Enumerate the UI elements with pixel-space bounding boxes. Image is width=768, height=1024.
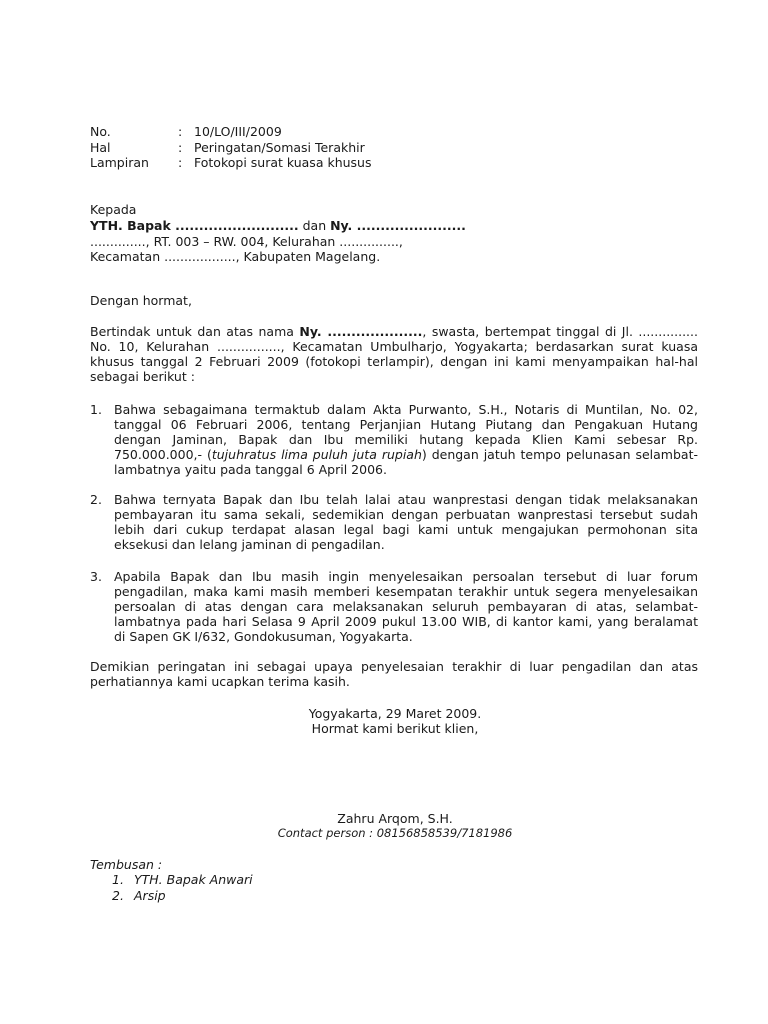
point-1-line-4-a: 750.000.000,- ( [114, 447, 212, 462]
subject-separator: : [178, 140, 183, 155]
cc-item-1-text: YTH. Bapak Anwari [134, 872, 253, 887]
place-date: Yogyakarta, 29 Maret 2009. [308, 706, 482, 721]
subject-value: Peringatan/Somasi Terakhir [194, 140, 365, 155]
number-separator: : [178, 124, 183, 139]
recipient-name-ny: Ny. ....................... [330, 218, 466, 233]
point-1-line-5: lambatnya yaitu pada tanggal 6 April 2006. [114, 462, 387, 477]
intro-line-2: No. 10, Kelurahan ................, Kecamatan Umbulharjo, Yogyakarta; berdasarkan surat kuasa [90, 339, 698, 354]
attachment-value: Fotokopi surat kuasa khusus [194, 155, 372, 170]
attachment-label: Lampiran [90, 155, 149, 170]
attachment-separator: : [178, 155, 183, 170]
contact-person: Contact person : 08156858539/7181986 [277, 826, 513, 840]
recipient-address-line-1: .............., RT. 003 – RW. 004, Kelurahan ..............., [90, 234, 403, 249]
point-1-amount-words: tujuhratus lima puluh juta rupiah [211, 447, 422, 462]
point-1-line-3: dengan Jaminan, Bapak dan Ibu memiliki hutang kepada Klien Kami sebesar Rp. [114, 432, 698, 447]
point-1-line-4 [114, 447, 698, 462]
recipient-name-bapak: YTH. Bapak .......................... [90, 218, 299, 233]
point-3-line-2: pengadilan, maka kami masih memberi kesempatan terakhir untuk segera menyelesaikan [114, 584, 698, 599]
point-2-line-4: eksekusi dan lelang jaminan di pengadilan. [114, 537, 385, 552]
closing-line-1: Demikian peringatan ini sebagai upaya penyelesaian terakhir di luar pengadilan dan atas [90, 659, 698, 674]
regards: Hormat kami berikut klien, [311, 721, 479, 736]
closing-line-2: perhatiannya kami ucapkan terima kasih. [90, 674, 350, 689]
recipient-name [90, 218, 466, 233]
point-3-line-4: lambatnya pada hari Selasa 9 April 2009 pukul 13.00 WIB, di kantor kami, yang beralamat [114, 614, 698, 629]
intro-line-3: khusus tanggal 2 Februari 2009 (fotokopi terlampir), dengan ini kami menyampaikan hal-hal [90, 354, 698, 369]
greeting: Dengan hormat, [90, 293, 192, 308]
cc-item-1-number: 1. [112, 872, 124, 887]
intro-line-1-ny: Ny. .................... [299, 324, 423, 339]
signatory-name: Zahru Arqom, S.H. [337, 811, 453, 826]
point-3-line-3: persoalan di atas dengan cara melaksanakan seluruh pembayaran di atas, selambat- [114, 599, 698, 614]
intro-line-1-a: Bertindak untuk dan atas nama [90, 324, 300, 339]
point-2-line-3: lebih dari cukup terdapat alasan legal bagi kami untuk mengajukan permohonan sita [114, 522, 698, 537]
subject-label: Hal [90, 140, 111, 155]
closing-paragraph [90, 659, 698, 689]
intro-line-4: sebagai berikut : [90, 369, 195, 384]
intro-line-1-c: , swasta, bertempat tinggal di Jl. ............... [422, 324, 698, 339]
recipient-kepada: Kepada [90, 202, 137, 217]
point-2-body [114, 492, 698, 552]
number-value: 10/LO/III/2009 [194, 124, 282, 139]
point-3-line-5: di Sapen GK I/632, Gondokusuman, Yogyakarta. [114, 629, 413, 644]
point-1-line-2: tanggal 06 Februari 2006, tentang Perjanjian Hutang Piutang dan Pengakuan Hutang [114, 417, 698, 432]
intro-line-1 [90, 324, 698, 339]
recipient-name-and: dan [298, 218, 331, 233]
cc-item-2-text: Arsip [134, 888, 166, 903]
cc-title: Tembusan : [90, 857, 163, 872]
point-3-line-1: Apabila Bapak dan Ibu masih ingin menyelesaikan persoalan tersebut di luar forum [114, 569, 698, 584]
cc-item-2-number: 2. [112, 888, 124, 903]
point-2-line-2: pembayaran itu sama sekali, sedemikian dengan perbuatan wanprestasi tersebut sudah [114, 507, 698, 522]
number-label: No. [90, 124, 111, 139]
point-3-body [114, 569, 698, 644]
recipient-address-line-2: Kecamatan .................., Kabupaten Magelang. [90, 249, 381, 264]
point-1-line-4-c: ) dengan jatuh tempo pelunasan selambat- [421, 447, 698, 462]
point-2-line-1: Bahwa ternyata Bapak dan Ibu telah lalai atau wanprestasi dengan tidak melaksanakan [114, 492, 698, 507]
point-1-body [114, 402, 698, 477]
point-2-number: 2. [90, 492, 102, 507]
intro-paragraph [90, 324, 698, 384]
point-1-line-1: Bahwa sebagaimana termaktub dalam Akta Purwanto, S.H., Notaris di Muntilan, No. 02, [114, 402, 698, 417]
point-3-number: 3. [90, 569, 102, 584]
point-1-number: 1. [90, 402, 102, 417]
